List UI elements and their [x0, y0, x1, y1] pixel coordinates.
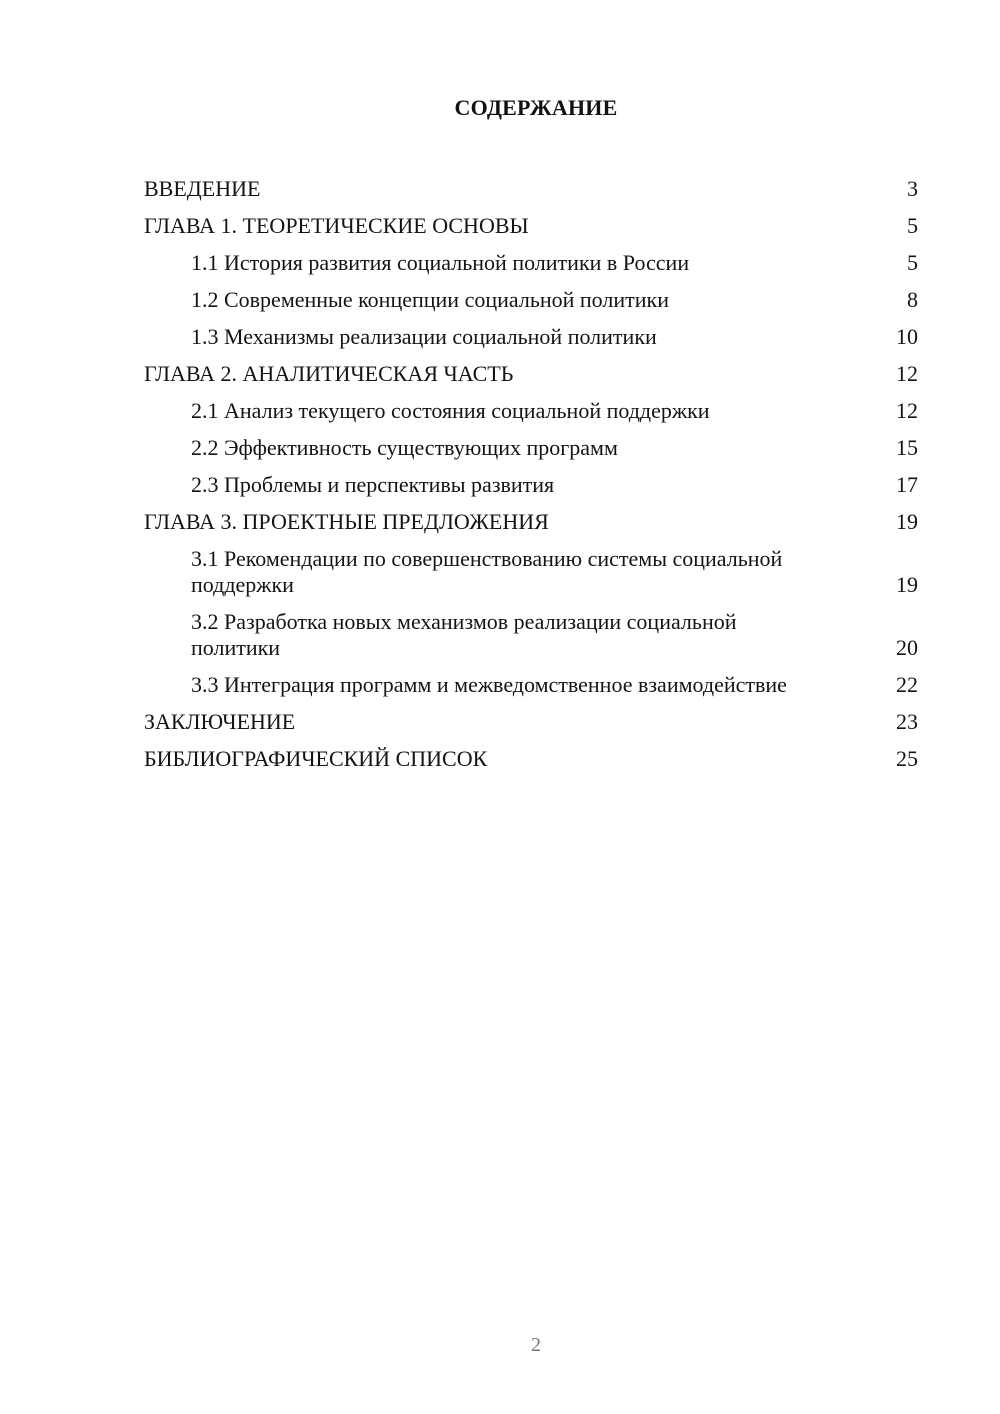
- toc-entry-label: 3.3 Интеграция программ и межведомственное взаимодействие: [191, 672, 787, 697]
- toc-entry-page: 3: [907, 176, 918, 201]
- toc-entry-conclusion[interactable]: [144, 703, 918, 740]
- toc-entry-page: 22: [896, 672, 918, 697]
- toc-entry-label: 2.3 Проблемы и перспективы развития: [191, 472, 555, 497]
- toc-entry-chapter-1[interactable]: [144, 207, 918, 244]
- toc-entry-label: ВВЕДЕНИЕ: [144, 176, 261, 201]
- toc-entry-label: ЗАКЛЮЧЕНИЕ: [144, 709, 296, 734]
- toc-entry-section-2-3[interactable]: [144, 466, 918, 503]
- toc-entry-label: ГЛАВА 2. АНАЛИТИЧЕСКАЯ ЧАСТЬ: [144, 361, 514, 386]
- toc-entry-page: 25: [896, 746, 918, 771]
- toc-entry-section-1-1[interactable]: [144, 244, 918, 281]
- toc-entry-label: 1.1 История развития социальной политики в России: [191, 250, 690, 275]
- toc-entry-page: 15: [896, 435, 918, 460]
- toc-entry-label: 3.2 Разработка новых механизмов реализации социальной политики: [191, 609, 737, 660]
- toc-entry-chapter-3[interactable]: [144, 503, 918, 540]
- toc-entry-page: 19: [896, 572, 918, 597]
- toc-entry-section-3-3[interactable]: [144, 666, 918, 703]
- toc-entry-label: 1.2 Современные концепции социальной политики: [191, 287, 669, 312]
- toc-entry-page: 20: [896, 635, 918, 660]
- toc-entry-section-1-2[interactable]: [144, 281, 918, 318]
- toc-entry-page: 5: [907, 250, 918, 275]
- toc-entry-label: ГЛАВА 3. ПРОЕКТНЫЕ ПРЕДЛОЖЕНИЯ: [144, 509, 549, 534]
- toc-entry-label: ГЛАВА 1. ТЕОРЕТИЧЕСКИЕ ОСНОВЫ: [144, 213, 529, 238]
- toc-entry-page: 17: [896, 472, 918, 497]
- toc-entry-label: БИБЛИОГРАФИЧЕСКИЙ СПИСОК: [144, 746, 488, 771]
- toc-entry-label: 2.1 Анализ текущего состояния социальной поддержки: [191, 398, 710, 423]
- toc-entry-section-3-2[interactable]: [144, 603, 918, 666]
- toc-entry-label: 2.2 Эффективность существующих программ: [191, 435, 618, 460]
- toc-entry-bibliography[interactable]: [144, 740, 918, 777]
- table-of-contents: [144, 170, 918, 777]
- toc-entry-page: 5: [907, 213, 918, 238]
- toc-entry-introduction[interactable]: [144, 170, 918, 207]
- toc-entry-section-1-3[interactable]: [144, 318, 918, 355]
- toc-entry-page: 8: [907, 287, 918, 312]
- page-number: 2: [531, 1334, 541, 1356]
- toc-entry-page: 12: [896, 361, 918, 386]
- toc-entry-chapter-2[interactable]: [144, 355, 918, 392]
- toc-entry-page: 12: [896, 398, 918, 423]
- toc-entry-section-2-1[interactable]: [144, 392, 918, 429]
- toc-entry-label: 3.1 Рекомендации по совершенствованию системы социальной поддержки: [191, 546, 783, 597]
- toc-entry-page: 23: [896, 709, 918, 734]
- toc-entry-section-2-2[interactable]: [144, 429, 918, 466]
- page-title: СОДЕРЖАНИЕ: [454, 95, 618, 120]
- toc-entry-page: 10: [896, 324, 918, 349]
- toc-entry-page: 19: [896, 509, 918, 534]
- toc-entry-label: 1.3 Механизмы реализации социальной политики: [191, 324, 657, 349]
- toc-entry-section-3-1[interactable]: [144, 540, 918, 603]
